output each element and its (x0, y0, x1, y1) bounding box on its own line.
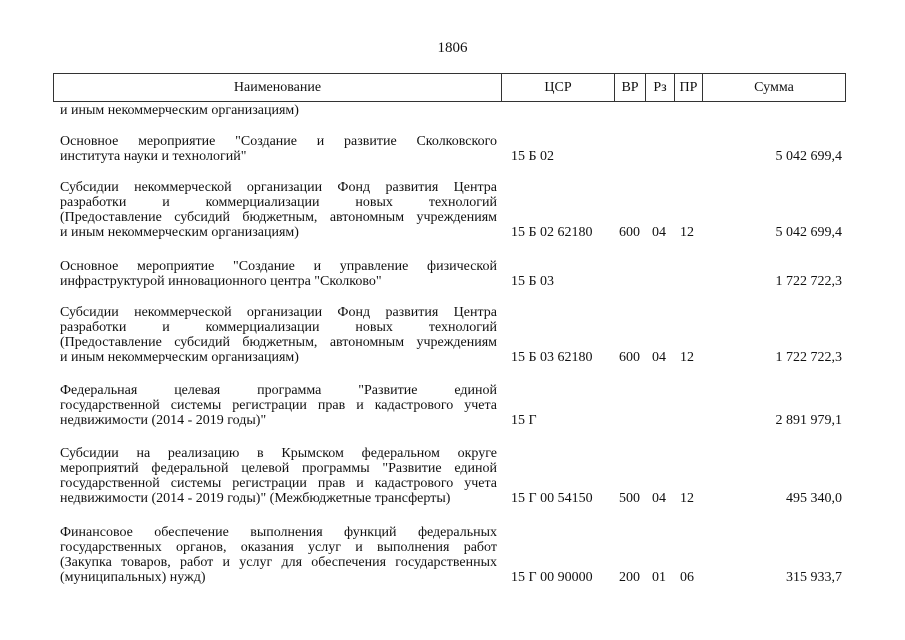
row-rz: 04 (652, 350, 666, 365)
row-csr: 15 Г (511, 413, 537, 428)
header-vr: ВР (614, 74, 645, 101)
row-csr: 15 Б 02 (511, 149, 555, 164)
row-name-line: и иным некоммерческим организациям) (60, 350, 299, 365)
row-name-line: (Предоставление субсидий бюджетным, автономным учреждениям (60, 210, 497, 225)
row-name-line: недвижимости (2014 - 2019 годы)" (60, 413, 267, 428)
row-sum: 2 891 979,1 (775, 413, 842, 428)
row-sum: 1 722 722,3 (775, 350, 842, 365)
header-csr: ЦСР (501, 74, 614, 101)
row-name-line: Федеральная целевая программа "Развитие единой (60, 383, 497, 398)
row-name (60, 383, 497, 428)
row-name-line: и иным некоммерческим организациям) (60, 103, 299, 118)
row-sum: 5 042 699,4 (775, 225, 842, 240)
page-number: 1806 (437, 40, 468, 56)
row-name-line: Основное мероприятие "Создание и управление физической (60, 259, 497, 274)
row-name (60, 180, 497, 240)
row-pr: 12 (680, 350, 694, 365)
row-csr: 15 Б 02 62180 (511, 225, 593, 240)
row-name (60, 305, 497, 365)
row-name-line: государственной системы регистрации прав и кадастрового учета (60, 476, 497, 491)
row-sum: 5 042 699,4 (775, 149, 842, 164)
row-name-line: разработки и коммерциализации новых технологий (60, 320, 497, 335)
row-name (60, 134, 497, 164)
row-name (60, 259, 497, 289)
row-vr: 600 (619, 225, 640, 240)
row-rz: 04 (652, 225, 666, 240)
header-sum: Сумма (702, 74, 845, 101)
row-pr: 12 (680, 225, 694, 240)
row-name-line: Субсидии некоммерческой организации Фонд развития Центра (60, 180, 497, 195)
row-vr: 500 (619, 491, 640, 506)
row-vr: 600 (619, 350, 640, 365)
header-name: Наименование (233, 80, 322, 95)
row-pr: 06 (680, 570, 694, 585)
row-name (60, 103, 497, 118)
row-pr: 12 (680, 491, 694, 506)
row-name-line: Субсидии на реализацию в Крымском федеральном округе (60, 446, 497, 461)
table-header (53, 73, 846, 102)
row-name (60, 446, 497, 506)
row-name-line: (муниципальных) нужд) (60, 570, 206, 585)
row-name-line: Финансовое обеспечение выполнения функций федеральных (60, 525, 497, 540)
row-name-line: (Закупка товаров, работ и услуг для обеспечения государственных (60, 555, 497, 570)
row-name-line: и иным некоммерческим организациям) (60, 225, 299, 240)
row-name-line: института науки и технологий" (60, 149, 247, 164)
row-name-line: мероприятий федеральной целевой программы "Развитие единой (60, 461, 497, 476)
row-sum: 1 722 722,3 (775, 274, 842, 289)
row-csr: 15 Б 03 (511, 274, 555, 289)
row-sum: 495 340,0 (786, 491, 842, 506)
row-csr: 15 Г 00 90000 (511, 570, 593, 585)
row-sum: 315 933,7 (786, 570, 842, 585)
row-name-line: Субсидии некоммерческой организации Фонд развития Центра (60, 305, 497, 320)
row-name-line: недвижимости (2014 - 2019 годы)" (Межбюджетные трансферты) (60, 491, 451, 506)
row-vr: 200 (619, 570, 640, 585)
row-rz: 04 (652, 491, 666, 506)
row-name-line: государственной системы регистрации прав и кадастрового учета (60, 398, 497, 413)
row-name-line: (Предоставление субсидий бюджетным, автономным учреждениям (60, 335, 497, 350)
header-rz: Рз (645, 74, 674, 101)
row-name-line: инфраструктурой инновационного центра "Сколково" (60, 274, 382, 289)
row-csr: 15 Г 00 54150 (511, 491, 593, 506)
row-name-line: Основное мероприятие "Создание и развитие Сколковского (60, 134, 497, 149)
row-name-line: государственных органов, оказания услуг и выполнения работ (60, 540, 497, 555)
header-pr: ПР (674, 74, 702, 101)
row-name (60, 525, 497, 585)
row-name-line: разработки и коммерциализации новых технологий (60, 195, 497, 210)
row-csr: 15 Б 03 62180 (511, 350, 593, 365)
row-rz: 01 (652, 570, 666, 585)
